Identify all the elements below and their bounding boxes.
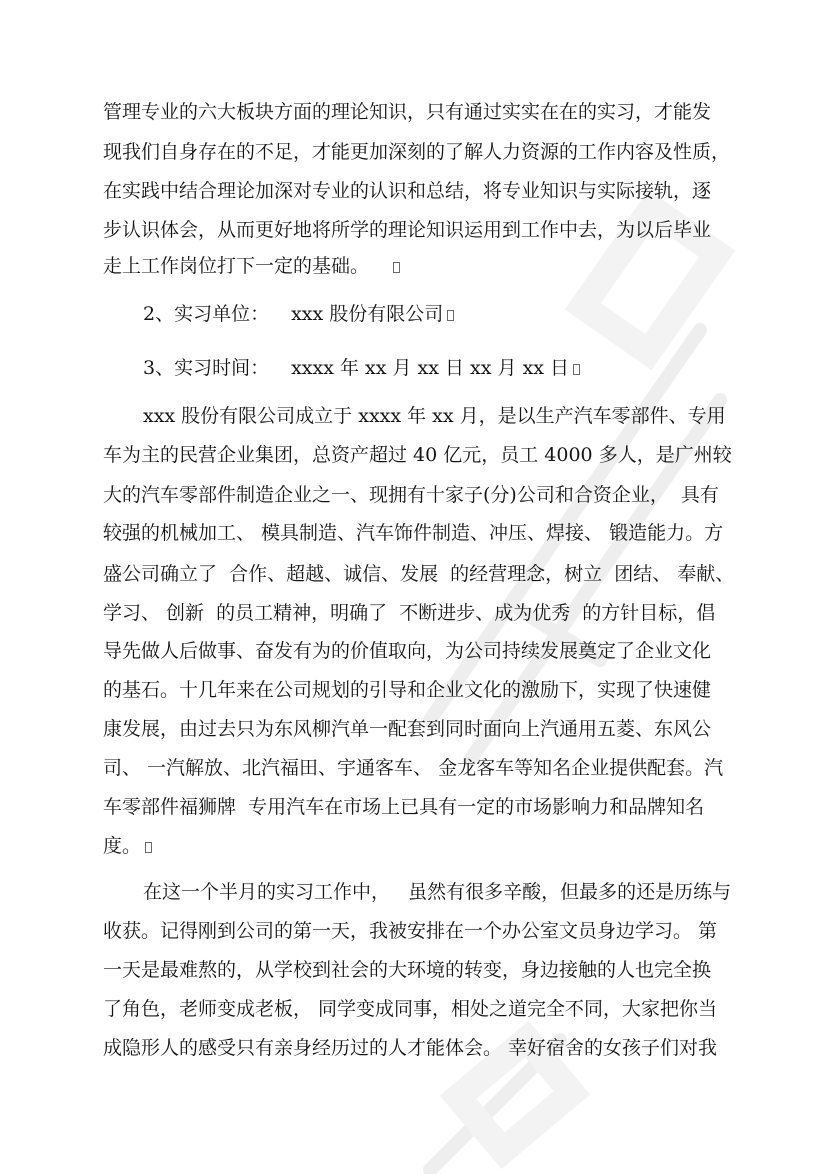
paragraph-line: 了角色，老师变成老板， 同学变成同事，相处之道完全不同，大家把你当 [103,998,718,1020]
paragraph-line: 车零部件福狮牌 专用汽车在市场上已具有一定的市场影响力和品牌知名 [103,796,705,818]
paragraph-line: 一天是最难熬的，从学校到社会的大环境的转变，身边接触的人也完全换 [103,959,712,981]
internship-unit-label: 2、实习单位： [143,303,270,325]
paragraph-line: 管理专业的六大板块方面的理论知识，只有通过实实在在的实习，才能发 [103,101,712,123]
paragraph-line-last: 走上工作岗位打下一定的基础。 [103,254,400,278]
internship-time [143,356,580,380]
paragraph-line: 盛公司确立了 合作、超越、诚信、发展 的经营理念，树立 团结、 奉献、 [103,563,735,585]
paragraph-mark-icon [447,310,454,321]
paragraph-line: xxx 股份有限公司成立于 xxxx 年 xx 月，是以生产汽车零部件、专用 [143,405,726,427]
paragraph-line: 现我们自身存在的不足，才能更加深刻的了解人力资源的工作内容及性质， [103,141,731,163]
paragraph-line: 步认识体会，从而更好地将所学的理论知识运用到工作中去，为以后毕业 [103,219,712,241]
paragraph-line: 在实践中结合理论加深对专业的认识和总结，将专业知识与实际接轨，逐 [103,180,712,202]
paragraph-mark-icon [145,842,152,853]
paragraph-line: 司、 一汽解放、北汽福田、宇通客车、 金龙客车等知名企业提供配套。汽 [103,757,724,779]
paragraph-line: 的基石。十几年来在公司规划的引导和企业文化的激励下，实现了快速健 [103,679,712,701]
internship-time-value: xxxx 年 xx 月 xx 日 xx 月 xx 日 [291,357,570,379]
paragraph-line: 大的汽车零部件制造企业之一、现拥有十家子(分)公司和合资企业， 具有 [103,484,719,506]
paragraph-line: 车为主的民营企业集团，总资产超过 40 亿元，员工 4000 多人，是广州较 [103,444,732,466]
paragraph-line: 导先做人后做事、奋发有为的价值取向，为公司持续发展奠定了企业文化 [103,640,712,662]
paragraph-mark-icon [573,364,580,375]
paragraph-mark-icon [393,262,400,273]
paragraph-line: 成隐形人的感受只有亲身经历过的人才能体会。 幸好宿舍的女孩子们对我 [103,1037,718,1059]
paragraph-line: 康发展，由过去只为东风柳汽单一配套到同时面向上汽通用五菱、东风公 [103,718,712,740]
internship-unit-value: xxx 股份有限公司 [291,303,444,325]
internship-unit [143,302,454,326]
paragraph-line: 较强的机械加工、 模具制造、汽车饰件制造、冲压、焊接、 锻造能力。方 [103,522,724,544]
paragraph-line: 学习、 创新 的员工精神，明确了 不断进步、成为优秀 的方针目标，倡 [103,602,716,624]
paragraph-line: 在这一个半月的实习工作中， 虽然有很多辛酸，但最多的还是历练与 [143,881,732,903]
paragraph-line-last: 度。 [103,834,152,858]
paragraph-line: 收获。记得刚到公司的第一天，我被安排在一个办公室文员身边学习。 第 [103,920,718,942]
internship-time-label: 3、实习时间： [143,357,270,379]
